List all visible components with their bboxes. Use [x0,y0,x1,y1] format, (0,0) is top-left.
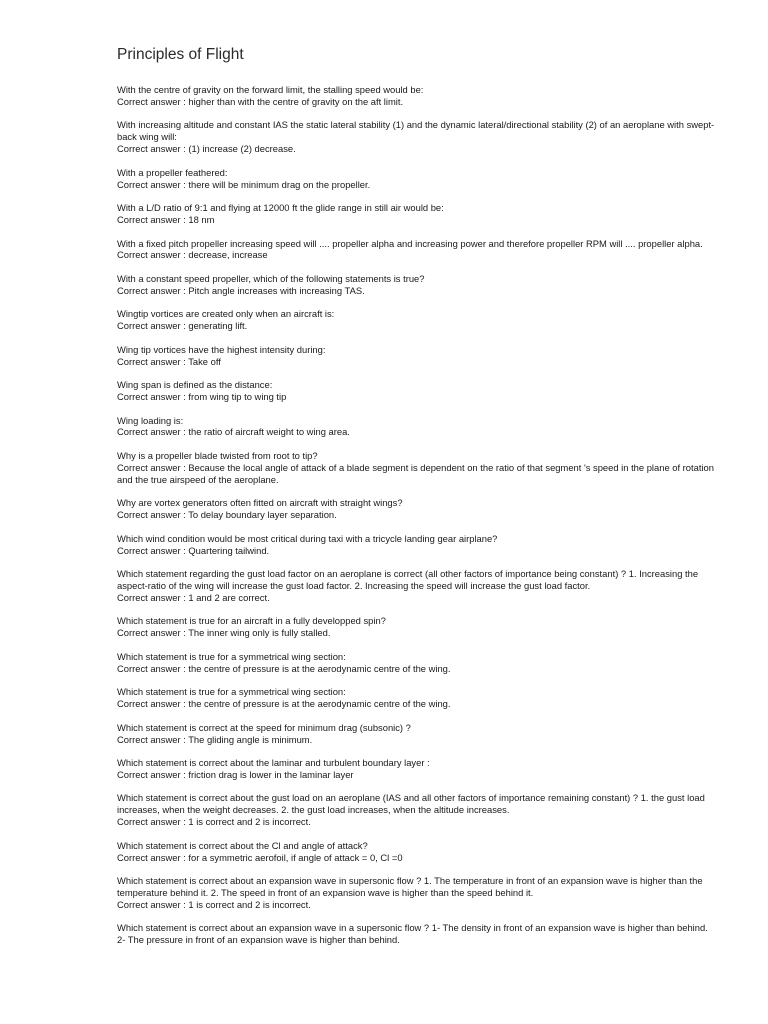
qa-item [117,308,717,332]
qa-item [117,875,717,911]
question-text: With the centre of gravity on the forward limit, the stalling speed would be: [117,84,424,95]
answer-text: Correct answer : decrease, increase [117,249,268,261]
answer-text: Correct answer : generating lift. [117,320,248,332]
question-text: Wing tip vortices have the highest intensity during: [117,343,326,355]
page-title: Principles of Flight [117,46,244,63]
qa-item [117,533,717,557]
question-text: Wing span is defined as the distance: [117,379,273,391]
question-text: Which statement is true for a symmetrical wing section: [117,686,346,698]
qa-item [117,84,717,108]
question-text: Which statement regarding the gust load factor on an aeroplane is correct (all other factors of importance being constant) ? 1. Increasing the aspect-ratio of the wing will increase the gust load factor. 2. Increasing the speed will increase the gust load factor. [117,568,699,591]
question-text: Which statement is correct about an expansion wave in a supersonic flow ? 1- The density in front of an expansion wave is higher than behind. 2- The pressure in front of an expansion wave is higher than behind. [117,922,708,946]
answer-text: Correct answer : for a symmetric aerofoil, if angle of attack = 0, Cl =0 [117,851,403,863]
qa-item [117,202,717,226]
question-text: Which statement is correct about an expansion wave in supersonic flow ? 1. The temperature in front of an expansion wave is higher than the temperature behind it. 2. The speed in front of an expansion wave is higher than the speed behind it. [117,875,703,899]
question-text: With increasing altitude and constant IAS the static lateral stability (1) and the dynamic lateral/directional stability (2) of an aeroplane with swept-back wing will: [117,119,715,143]
qa-item [117,273,717,297]
qa-item [117,497,717,521]
qa-item [117,792,717,828]
qa-item [117,344,717,368]
question-text: With a propeller feathered: [117,166,228,178]
qa-item [117,840,717,864]
qa-item [117,651,717,675]
qa-item [117,722,717,746]
question-text: Wing loading is: [117,414,184,426]
question-list [117,84,717,958]
answer-text: Correct answer : there will be minimum drag on the propeller. [117,178,371,190]
answer-text: Correct answer : from wing tip to wing tip [117,391,287,403]
qa-item [117,757,717,781]
answer-text: Correct answer : The gliding angle is minimum. [117,733,313,745]
qa-item [117,450,717,486]
qa-item [117,238,717,262]
answer-text: Correct answer : higher than with the centre of gravity on the aft limit. [117,95,404,107]
question-text: Why is a propeller blade twisted from root to tip? [117,449,318,461]
question-text: Why are vortex generators often fitted on aircraft with straight wings? [117,497,403,509]
question-text: With a L/D ratio of 9:1 and flying at 12000 ft the glide range in still air would be: [117,202,444,214]
answer-text: Correct answer : 1 and 2 are correct. [117,591,270,603]
answer-text: Correct answer : the ratio of aircraft weight to wing area. [117,426,350,438]
question-text: Which statement is correct at the speed for minimum drag (subsonic) ? [117,721,411,733]
qa-item [117,379,717,403]
question-text: Which wind condition would be most critical during taxi with a tricycle landing gear airplane? [117,532,498,544]
qa-item [117,922,717,946]
question-text: Which statement is true for an aircraft in a fully developped spin? [117,615,386,627]
answer-text: Correct answer : 1 is correct and 2 is incorrect. [117,816,311,828]
answer-text: Correct answer : Take off [117,355,221,367]
answer-text: Correct answer : (1) increase (2) decrease. [117,143,296,155]
answer-text: Correct answer : Because the local angle of attack of a blade segment is dependent on the ratio of that segment 's speed in the plane of rotation and the true airspeed of the aeroplane. [117,461,714,485]
question-text: Which statement is true for a symmetrical wing section: [117,650,346,662]
answer-text: Correct answer : The inner wing only is fully stalled. [117,627,331,639]
question-text: Which statement is correct about the Cl and angle of attack? [117,839,368,851]
answer-text: Correct answer : 18 nm [117,214,215,226]
question-text: Wingtip vortices are created only when an aircraft is: [117,308,335,320]
qa-item [117,167,717,191]
qa-item [117,615,717,639]
question-text: Which statement is correct about the gust load on an aeroplane (IAS and all other factors of importance remaining constant) ? 1. the gust load increases, when the weight decreases. 2. the gust load increases, when the altitude increases. [117,792,705,816]
answer-text: Correct answer : the centre of pressure is at the aerodynamic centre of the wing. [117,662,451,674]
answer-text: Correct answer : 1 is correct and 2 is incorrect. [117,898,311,910]
answer-text: Correct answer : the centre of pressure is at the aerodynamic centre of the wing. [117,698,451,710]
qa-item [117,119,717,155]
qa-item [117,415,717,439]
answer-text: Correct answer : Quartering tailwind. [117,544,270,556]
answer-text: Correct answer : Pitch angle increases with increasing TAS. [117,284,365,296]
answer-text: Correct answer : To delay boundary layer separation. [117,509,337,521]
answer-text: Correct answer : friction drag is lower in the laminar layer [117,768,354,780]
question-text: With a constant speed propeller, which of the following statements is true? [117,272,425,284]
qa-item [117,686,717,710]
question-text: Which statement is correct about the laminar and turbulent boundary layer : [117,757,430,769]
qa-item [117,568,717,604]
question-text: With a fixed pitch propeller increasing speed will .... propeller alpha and increasing power and therefore propeller RPM will .... propeller alpha. [117,237,703,249]
